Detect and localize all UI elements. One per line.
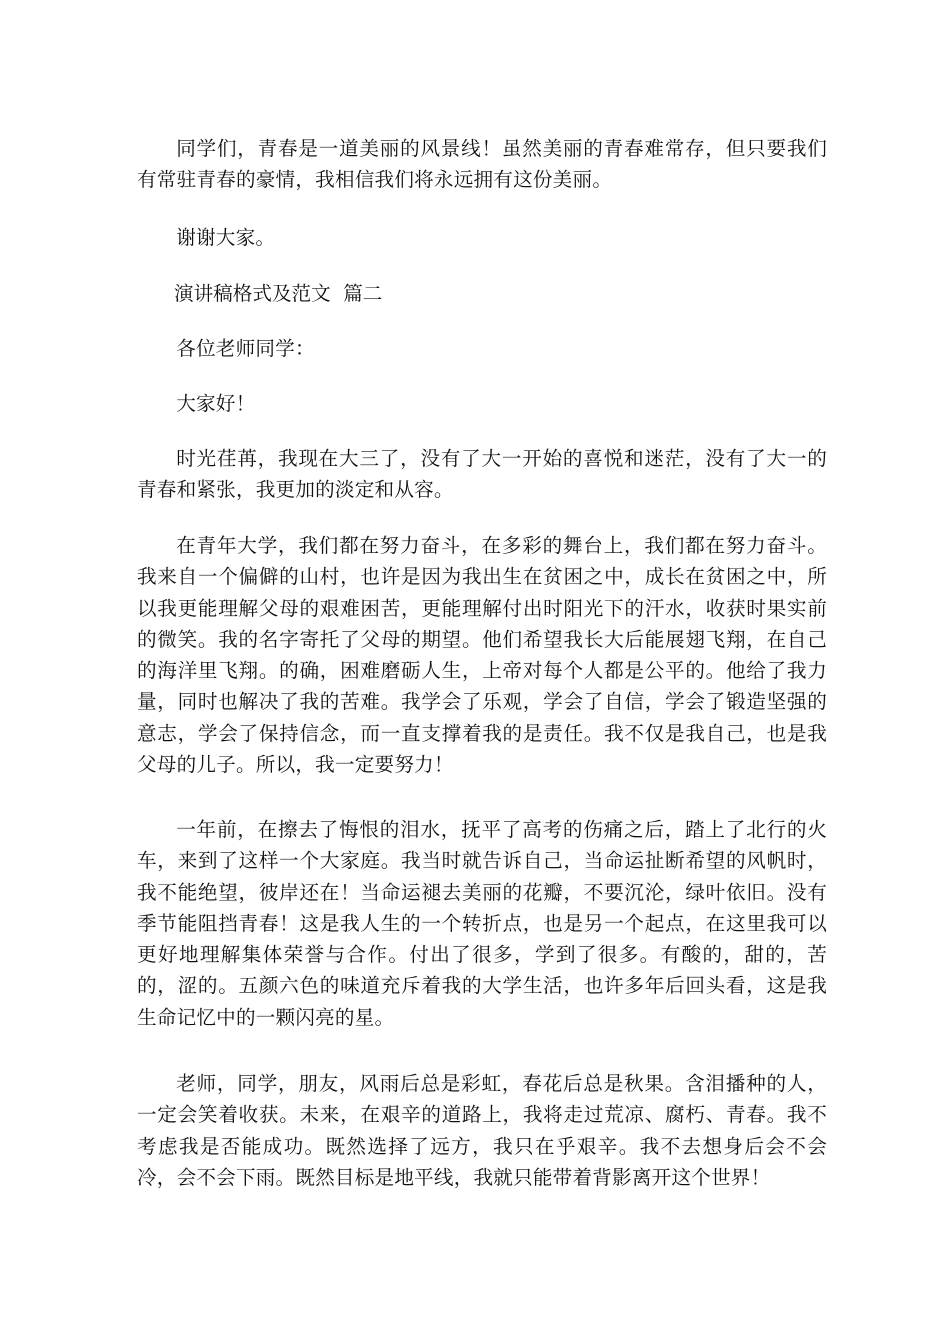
thanks-line: 谢谢大家。 — [176, 226, 276, 249]
greeting: 大家好！ — [176, 392, 256, 415]
body-paragraph-3: 一年前，在擦去了悔恨的泪水，抚平了高考的伤痛之后，踏上了北行的火车，来到了这样一个大家庭。我当时就告诉自己，当命运扯断希望的风帆时，我不能绝望，彼岸还在！当命运褪去美丽的花瓣，不要沉沦，绿叶依旧。没有季节能阻挡青春！这是我人生的一个转折点，也是另一个起点，在这里我可以更好地理解集体荣誉与合作。付出了很多，学到了很多。有酸的，甜的，苦的，涩的。五颜六色的味道充斥着我的大学生活，也许多年后回头看，这是我生命记忆中的一颗闪亮的星。 — [137, 818, 827, 1029]
salutation: 各位老师同学： — [176, 337, 315, 360]
body-paragraph-1: 时光荏苒，我现在大三了，没有了大一开始的喜悦和迷茫，没有了大一的青春和紧张，我更加的淡定和从容。 — [137, 447, 827, 502]
body-paragraph-2: 在青年大学，我们都在努力奋斗，在多彩的舞台上，我们都在努力奋斗。我来自一个偏僻的山村，也许是因为我出生在贫困之中，成长在贫困之中，所以我更能理解父母的艰难困苦，更能理解付出时阳光下的汗水，收获时果实前的微笑。我的名字寄托了父母的期望。他们希望我长大后能展翅飞翔，在自己的海洋里飞翔。的确，困难磨砺人生，上帝对每个人都是公平的。他给了我力量，同时也解决了我的苦难。我学会了乐观，学会了自信，学会了锻造坚强的意志，学会了保持信念，而一直支撑着我的是责任。我不仅是我自己，也是我父母的儿子。所以，我一定要努力！ — [137, 534, 827, 777]
section-heading: 演讲稿格式及范文 篇二 — [174, 282, 383, 305]
closing-paragraph: 同学们，青春是一道美丽的风景线！虽然美丽的青春难常存，但只要我们有常驻青春的豪情，我相信我们将永远拥有这份美丽。 — [137, 137, 827, 192]
body-paragraph-4: 老师，同学，朋友，风雨后总是彩虹，春花后总是秋果。含泪播种的人，一定会笑着收获。未来，在艰辛的道路上，我将走过荒凉、腐朽、青春。我不考虑我是否能成功。既然选择了远方，我只在乎艰辛。我不去想身后会不会冷，会不会下雨。既然目标是地平线，我就只能带着背影离开这个世界！ — [137, 1072, 827, 1189]
